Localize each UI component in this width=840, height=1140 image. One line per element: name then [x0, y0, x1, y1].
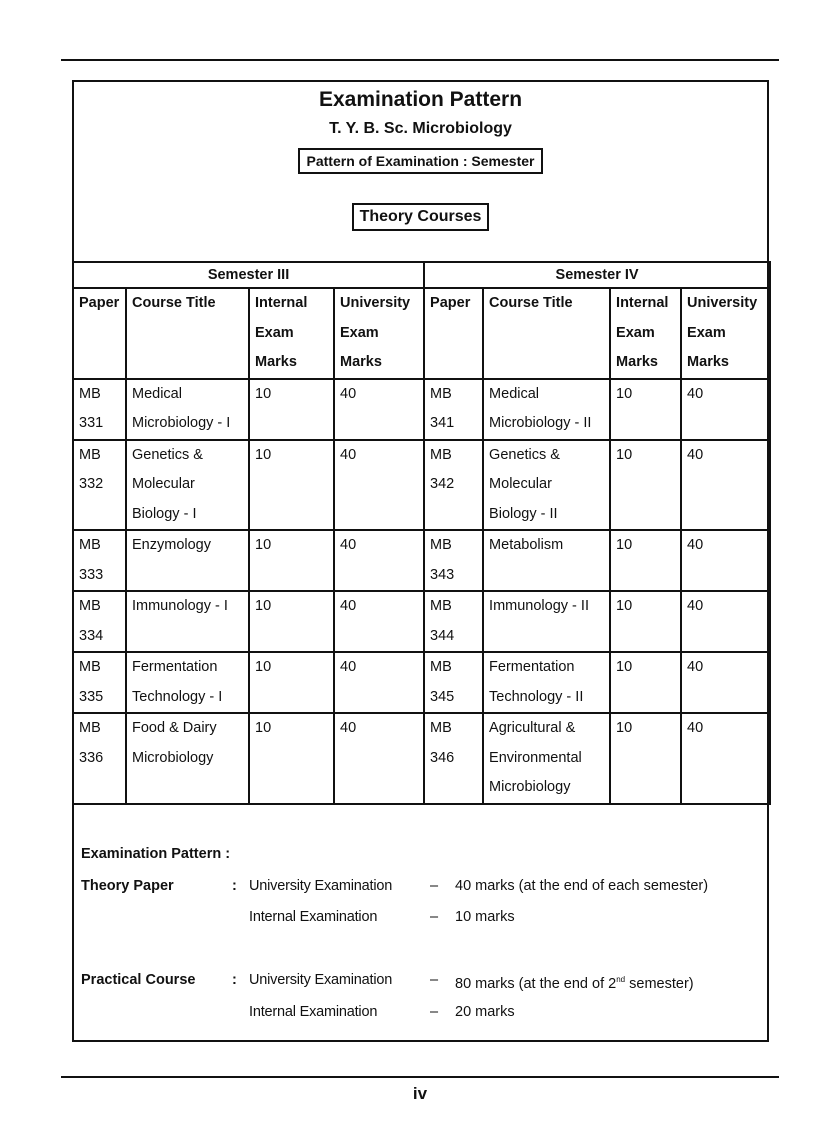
courses-table [72, 261, 771, 805]
theory-courses-box: Theory Courses [352, 203, 490, 231]
university-marks-cell: 40 [681, 591, 770, 652]
paper-code-cell: MB 341 [424, 379, 483, 440]
course-title-cell: Immunology - I [126, 591, 249, 652]
page-subtitle: T. Y. B. Sc. Microbiology [329, 120, 512, 137]
dash: – [430, 1004, 439, 1020]
paper-code-cell: MB 333 [73, 530, 126, 591]
theory-courses-box-wrap [74, 203, 767, 231]
university-marks-cell: 40 [334, 713, 424, 804]
col-university: University Exam Marks [681, 288, 770, 379]
internal-marks-cell: 10 [249, 591, 334, 652]
course-title-cell: Medical Microbiology - I [126, 379, 249, 440]
paper-code-cell: MB 343 [424, 530, 483, 591]
table-row [73, 379, 770, 440]
paper-code-cell: MB 342 [424, 440, 483, 531]
col-internal: Internal Exam Marks [610, 288, 681, 379]
course-title-cell: Genetics & Molecular Biology - II [483, 440, 610, 531]
internal-marks-cell: 10 [610, 713, 681, 804]
col-course-title: Course Title [126, 288, 249, 379]
table-row [73, 713, 770, 804]
semester-iii-header: Semester III [73, 262, 424, 288]
semester-header-row [73, 262, 770, 288]
course-title-cell: Genetics & Molecular Biology - I [126, 440, 249, 531]
university-marks-cell: 40 [334, 440, 424, 531]
university-marks-cell: 40 [681, 379, 770, 440]
page-number: iv [412, 1084, 428, 1103]
table-row [73, 591, 770, 652]
semester-iv-header: Semester IV [424, 262, 770, 288]
paper-code-cell: MB 336 [73, 713, 126, 804]
table-row [73, 530, 770, 591]
page-title: Examination Pattern [318, 88, 523, 111]
paper-code-cell: MB 334 [73, 591, 126, 652]
university-marks-cell: 40 [681, 530, 770, 591]
course-title-cell: Fermentation Technology - II [483, 652, 610, 713]
university-marks-cell: 40 [681, 713, 770, 804]
internal-exam-label: Internal Examination [249, 1004, 378, 1020]
university-marks-cell: 40 [334, 379, 424, 440]
course-title-cell: Food & Dairy Microbiology [126, 713, 249, 804]
internal-marks-cell: 10 [249, 530, 334, 591]
practical-internal-marks: 20 marks [455, 1004, 515, 1020]
course-title-cell: Enzymology [126, 530, 249, 591]
internal-marks-cell: 10 [249, 652, 334, 713]
exam-pattern-frame [72, 80, 769, 1042]
university-marks-cell: 40 [334, 591, 424, 652]
university-marks-cell: 40 [334, 530, 424, 591]
practical-course-label: Practical Course [81, 972, 196, 988]
colon: : [232, 972, 237, 988]
course-title-cell: Immunology - II [483, 591, 610, 652]
dash: – [430, 972, 439, 988]
theory-internal-marks: 10 marks [455, 909, 515, 925]
internal-marks-cell: 10 [249, 379, 334, 440]
table-row [73, 440, 770, 531]
internal-marks-cell: 10 [610, 530, 681, 591]
theory-university-marks: 40 marks (at the end of each semester) [455, 878, 709, 894]
paper-code-cell: MB 331 [73, 379, 126, 440]
paper-code-cell: MB 335 [73, 652, 126, 713]
table-row [73, 652, 770, 713]
university-exam-label: University Examination [249, 878, 393, 894]
pattern-box-wrap [74, 148, 767, 174]
col-paper: Paper [73, 288, 126, 379]
course-title-cell: Metabolism [483, 530, 610, 591]
paper-code-cell: MB 332 [73, 440, 126, 531]
internal-marks-cell: 10 [249, 440, 334, 531]
internal-marks-cell: 10 [610, 591, 681, 652]
paper-code-cell: MB 345 [424, 652, 483, 713]
col-internal: Internal Exam Marks [249, 288, 334, 379]
internal-marks-cell: 10 [610, 440, 681, 531]
paper-code-cell: MB 344 [424, 591, 483, 652]
internal-marks-cell: 10 [610, 652, 681, 713]
course-title-cell: Fermentation Technology - I [126, 652, 249, 713]
courses-body [73, 379, 770, 804]
internal-marks-cell: 10 [249, 713, 334, 804]
paper-code-cell: MB 346 [424, 713, 483, 804]
internal-exam-label: Internal Examination [249, 909, 378, 925]
col-course-title: Course Title [483, 288, 610, 379]
course-title-cell: Agricultural & Environmental Microbiology [483, 713, 610, 804]
col-paper: Paper [424, 288, 483, 379]
university-exam-label: University Examination [249, 972, 393, 988]
top-rule [61, 59, 779, 61]
dash: – [430, 909, 439, 925]
exam-pattern-section [81, 844, 709, 1020]
theory-paper-label: Theory Paper [81, 878, 174, 894]
university-marks-cell: 40 [334, 652, 424, 713]
pattern-of-examination-box: Pattern of Examination : Semester [298, 148, 544, 174]
practical-university-marks: 80 marks (at the end of 2nd semester) [455, 975, 694, 992]
column-header-row [73, 288, 770, 379]
university-marks-cell: 40 [681, 652, 770, 713]
exam-pattern-heading: Examination Pattern : [81, 846, 231, 862]
university-marks-cell: 40 [681, 440, 770, 531]
internal-marks-cell: 10 [610, 379, 681, 440]
dash: – [430, 878, 439, 894]
col-university: University Exam Marks [334, 288, 424, 379]
colon: : [232, 878, 237, 894]
bottom-rule [61, 1076, 779, 1078]
course-title-cell: Medical Microbiology - II [483, 379, 610, 440]
